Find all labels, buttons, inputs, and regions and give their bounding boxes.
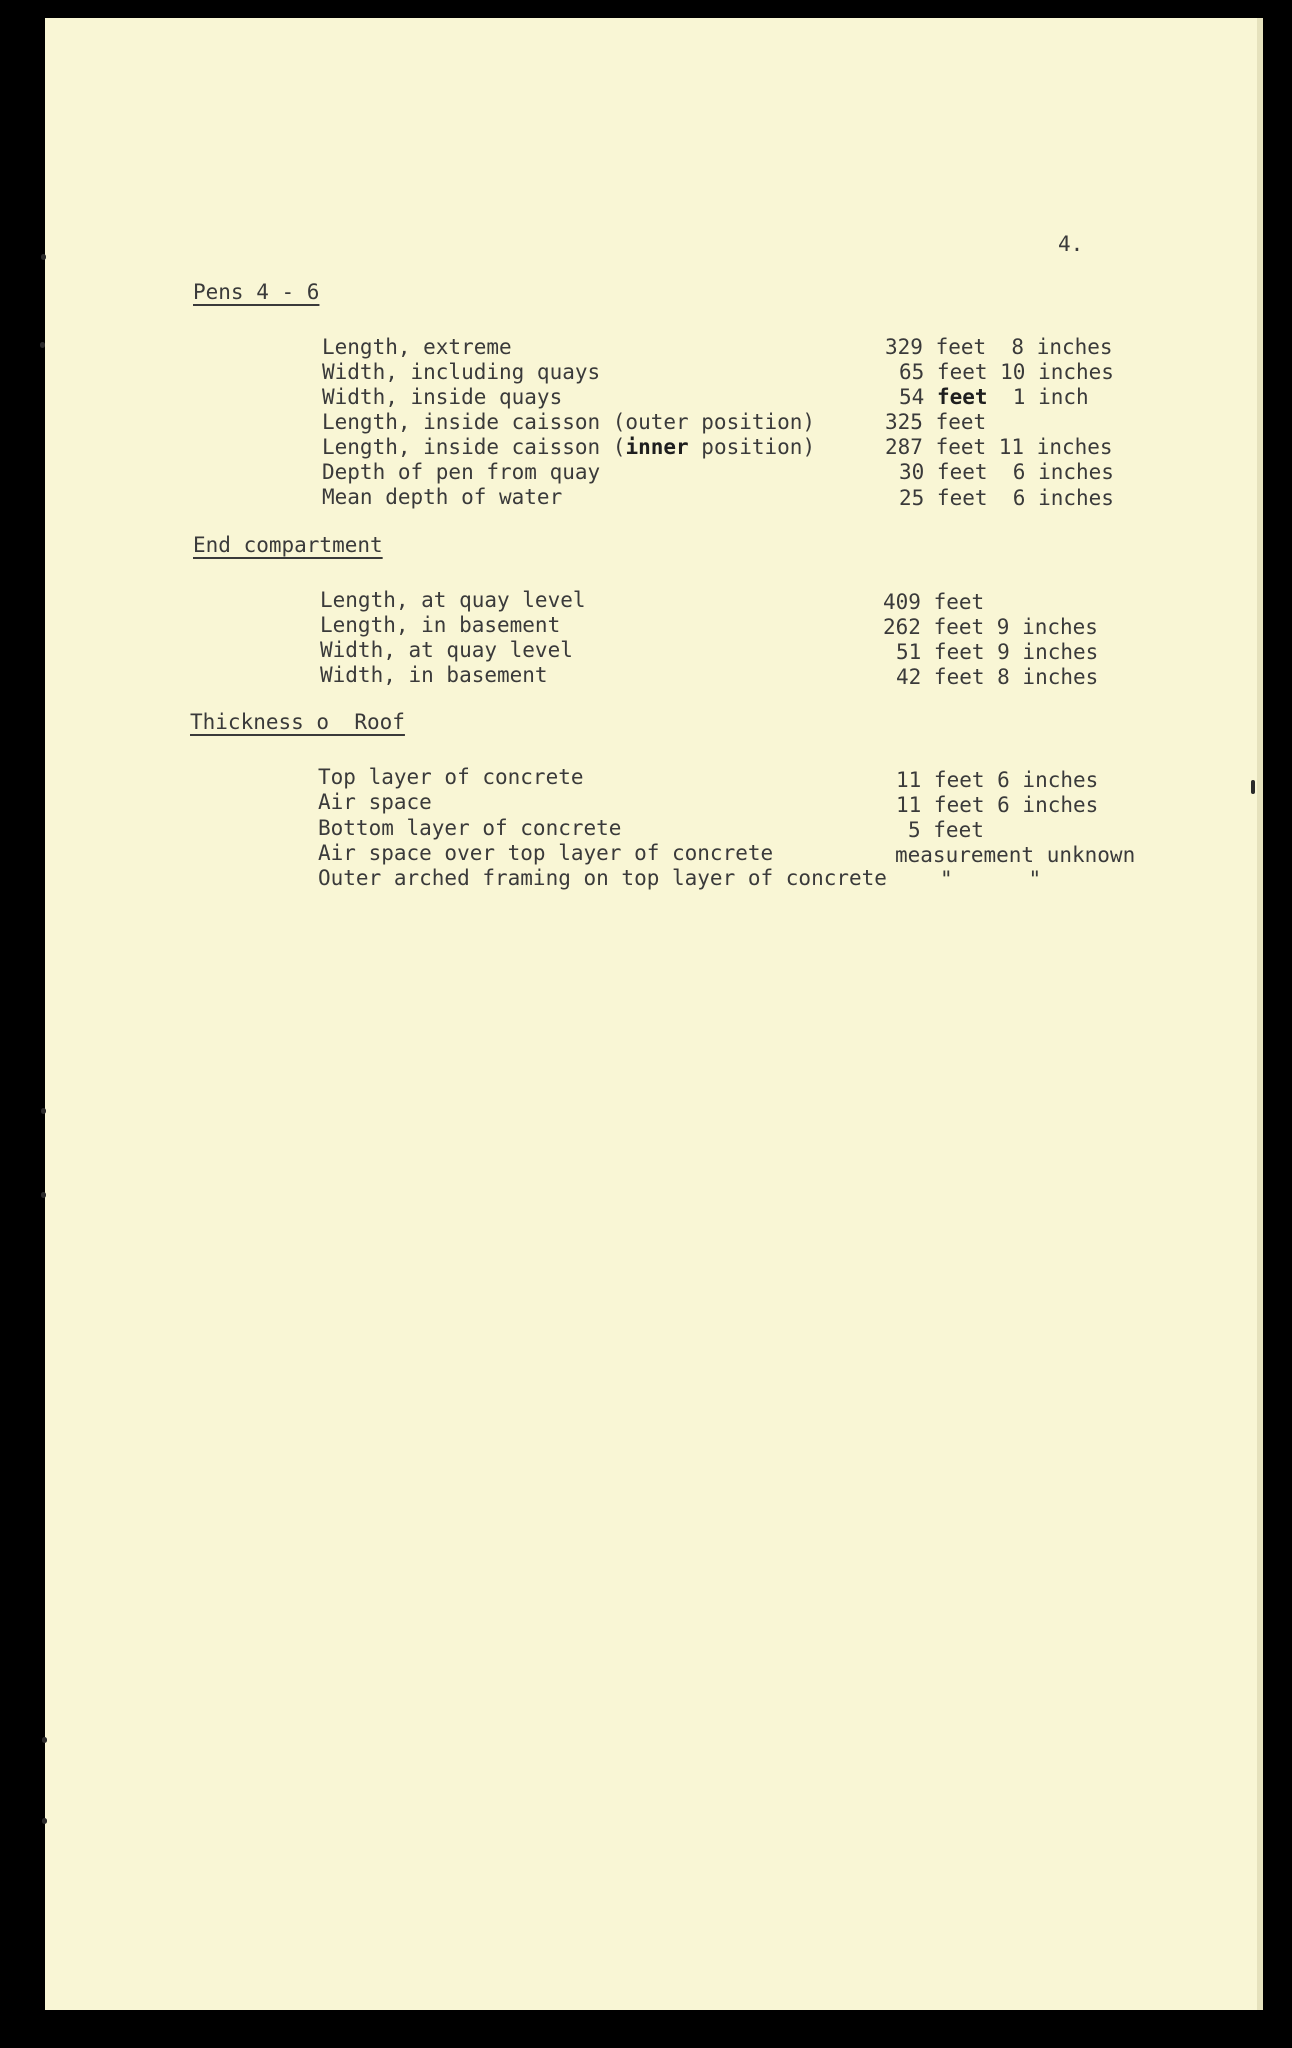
item-label: Mean depth of water	[322, 485, 563, 509]
punch-mark	[41, 254, 46, 260]
item-value: 25 feet 6 inches	[899, 486, 1114, 510]
item-label: Length, in basement	[320, 613, 561, 637]
section-heading-end-compartment: End compartment	[193, 533, 383, 557]
edge-mark	[1251, 780, 1255, 794]
item-value: " "	[940, 867, 1042, 891]
page-number: 4.	[1058, 232, 1084, 256]
label-suffix: position)	[688, 435, 816, 459]
item-label: Length, extreme	[322, 335, 512, 359]
item-label: Top layer of concrete	[318, 765, 584, 789]
item-value: 329 feet 8 inches	[885, 335, 1113, 359]
item-value	[899, 385, 1089, 410]
item-label: Width, in basement	[320, 663, 548, 687]
punch-mark	[40, 342, 45, 348]
item-value: 287 feet 11 inches	[885, 435, 1113, 459]
item-label: Width, including quays	[322, 360, 601, 384]
item-label: Outer arched framing on top layer of concrete	[318, 866, 887, 890]
value-unit-bold: feet	[936, 385, 988, 409]
item-label: Bottom layer of concrete	[318, 816, 622, 840]
punch-mark	[42, 1818, 47, 1824]
item-value: 11 feet 6 inches	[896, 768, 1099, 792]
item-label: Width, at quay level	[320, 638, 573, 662]
item-label	[322, 435, 815, 460]
item-label: Length, inside caisson (outer position)	[322, 410, 816, 434]
item-value: 30 feet 6 inches	[899, 460, 1114, 484]
item-label: Air space over top layer of concrete	[318, 841, 774, 865]
item-value: 65 feet 10 inches	[899, 360, 1114, 384]
punch-mark	[41, 1192, 46, 1198]
label-prefix: Length, inside caisson (	[322, 435, 626, 459]
value-number: 54	[899, 385, 937, 409]
item-label: Length, at quay level	[320, 588, 586, 612]
label-bold-word: inner	[625, 435, 689, 459]
value-rest: 1 inch	[987, 385, 1089, 409]
item-value: 325 feet	[885, 410, 987, 434]
item-value: 262 feet 9 inches	[883, 615, 1098, 639]
section-heading-pens: Pens 4 - 6	[193, 280, 320, 304]
item-value: 11 feet 6 inches	[896, 793, 1099, 817]
item-value: 409 feet	[883, 590, 985, 614]
document-page	[45, 18, 1263, 2010]
item-value: 51 feet 9 inches	[896, 640, 1099, 664]
item-label: Depth of pen from quay	[322, 460, 601, 484]
punch-mark	[42, 1737, 47, 1743]
item-value: 42 feet 8 inches	[896, 665, 1099, 689]
item-value: 5 feet	[908, 818, 984, 842]
item-label: Width, inside quays	[322, 385, 563, 409]
punch-mark	[41, 1108, 46, 1114]
item-value: measurement unknown	[895, 843, 1136, 867]
item-label: Air space	[318, 790, 432, 814]
paper-edge	[1257, 18, 1263, 2010]
section-heading-thickness-roof: Thickness o Roof	[190, 710, 405, 734]
